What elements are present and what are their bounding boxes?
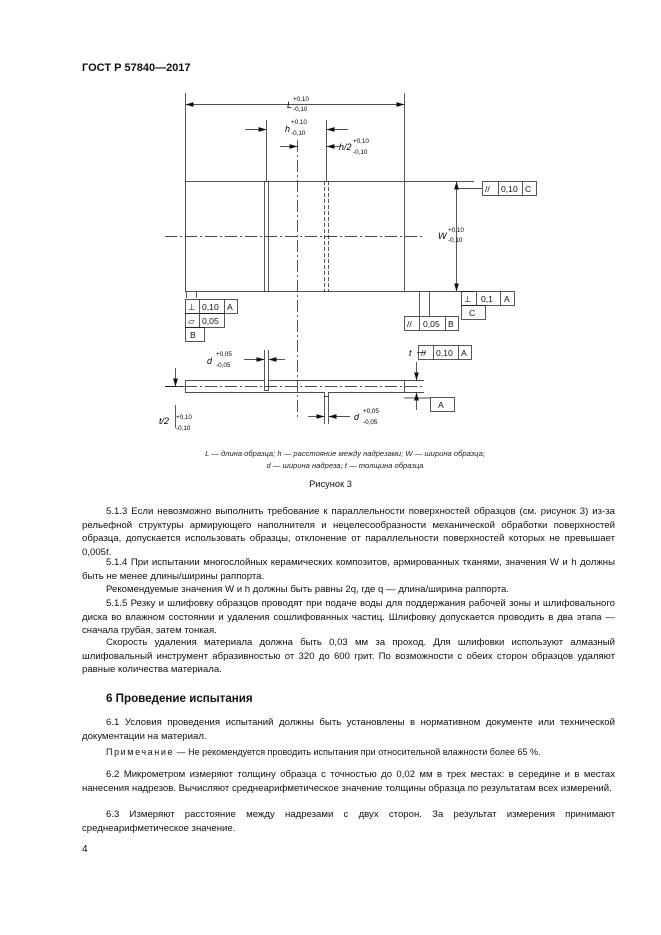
svg-text:0,10: 0,10 (202, 302, 219, 312)
specimen-side-view (186, 381, 405, 397)
flatness-symbol-icon: ▱ (188, 316, 195, 326)
paragraph-5-1-5: 5.1.5 Резку и шлифовку образцов проводят при подаче воды для поддержания рабочей зоны и шлифовального диска во влажном состоянии и удаления сошлифованных частиц. Шлифовку допускается проводить в два этапа — сначала грубая, затем тонкая. (82, 598, 615, 637)
svg-text:+0,10: +0,10 (448, 227, 464, 234)
paragraph-5-1-3: 5.1.3 Если невозможно выполнить требование к параллельности поверхностей образцов (см. рисунок 3) из-за рельефной структуры армирующего наполнителя и нецелесообразности механической обработки поверхностей образца, допускается использовать образцы, отклонение от параллельности поверхностей которых не превышает 0,005f. (82, 506, 615, 558)
svg-text:0,10: 0,10 (501, 184, 518, 194)
svg-text:+0,10: +0,10 (291, 119, 307, 126)
svg-text:-0,05: -0,05 (363, 419, 378, 426)
dim-d-bottom: d (354, 412, 360, 422)
page-number: 4 (82, 844, 88, 855)
perpendicularity-symbol-icon: ⊥ (464, 294, 472, 304)
svg-text:B: B (190, 330, 196, 340)
parallelism-symbol-icon: // (485, 184, 490, 194)
figure-legend-line1: L — длина образца; h — расстояние между надрезами; W — ширина образца; (205, 449, 485, 458)
dim-d-top: d (207, 356, 213, 366)
figure-legend-line2: d — ширина надреза; t — толщина образца (266, 461, 424, 470)
note-label: Примечание (106, 747, 175, 757)
parallelism-symbol-icon: // (407, 319, 412, 329)
paragraph-6-2: 6.2 Микрометром измеряют толщину образца с точностью до 0,02 мм в трех местах: в середине и в местах нанесения надрезов. Вычисляют среднеарифметическое значение толщины образца по результатам всех измерений. (82, 769, 615, 794)
paragraph-6-3: 6.3 Измеряют расстояние между надрезами с двух сторон. За результат измерения принимают среднеарифметическое значение. (82, 809, 615, 834)
figure-caption: Рисунок 3 (309, 479, 352, 489)
svg-text:-0,10: -0,10 (353, 149, 368, 156)
svg-text:+0,10: +0,10 (353, 138, 369, 145)
svg-text:C: C (525, 184, 532, 194)
svg-text:0,05: 0,05 (202, 316, 219, 326)
paragraph-6-1: 6.1 Условия проведения испытаний должны быть установлены в нормативном документе или технической документации на материал. (82, 717, 615, 742)
svg-text:0,05: 0,05 (423, 319, 440, 329)
standard-header: ГОСТ Р 57840—2017 (82, 62, 191, 74)
dim-h: h (285, 124, 291, 134)
paragraph-5-1-4-recommend: Рекомендуемые значения W и h должны быть равны 2q, где q — длина/ширина раппорта. (106, 584, 510, 595)
svg-text:-0,10: -0,10 (293, 106, 308, 113)
svg-text:-0,10: -0,10 (176, 425, 191, 432)
section-heading-6: 6 Проведение испытания (106, 692, 253, 705)
dim-t: t (409, 348, 412, 358)
svg-text:A: A (461, 348, 467, 358)
svg-text:A: A (438, 400, 444, 410)
perpendicularity-symbol-icon: ⊥ (188, 302, 196, 312)
note-text: — Не рекомендуется проводить испытания при относительной влажности более 65 %. (174, 747, 541, 757)
svg-text:+0,10: +0,10 (176, 414, 192, 421)
svg-text:-0,10: -0,10 (291, 130, 306, 137)
svg-text:A: A (227, 302, 233, 312)
paragraph-5-1-5-speed: Скорость удаления материала должна быть 0,03 мм за проход. Для шлифовки используют алмазный шлифовальный инструмент абразивностью от 320 до 600 грит. По возможности с обеих сторон образцов удаляют равные количества материала. (82, 637, 615, 676)
svg-text:0,10: 0,10 (436, 348, 453, 358)
svg-text:B: B (448, 319, 454, 329)
svg-text:A: A (504, 294, 510, 304)
svg-text:C: C (469, 308, 476, 318)
dim-L: L (287, 100, 293, 110)
paragraph-5-1-4: 5.1.4 При испытании многослойных керамических композитов, армированных тканями, значения W и h должны быть не менее длины/ширины раппорта. (82, 557, 615, 582)
svg-text:-0,05: -0,05 (216, 362, 231, 369)
note (82, 746, 615, 760)
parallelism-symbol-icon: // (421, 348, 426, 358)
svg-text:+0,05: +0,05 (216, 351, 232, 358)
svg-text:+0,10: +0,10 (293, 96, 309, 103)
dim-h2: h/2 (339, 142, 352, 152)
dim-W: W (438, 231, 447, 241)
svg-text:+0,05: +0,05 (363, 408, 379, 415)
dim-t2: t/2 (159, 416, 170, 426)
svg-text:-0,10: -0,10 (448, 237, 463, 244)
svg-text:0,1: 0,1 (481, 294, 493, 304)
